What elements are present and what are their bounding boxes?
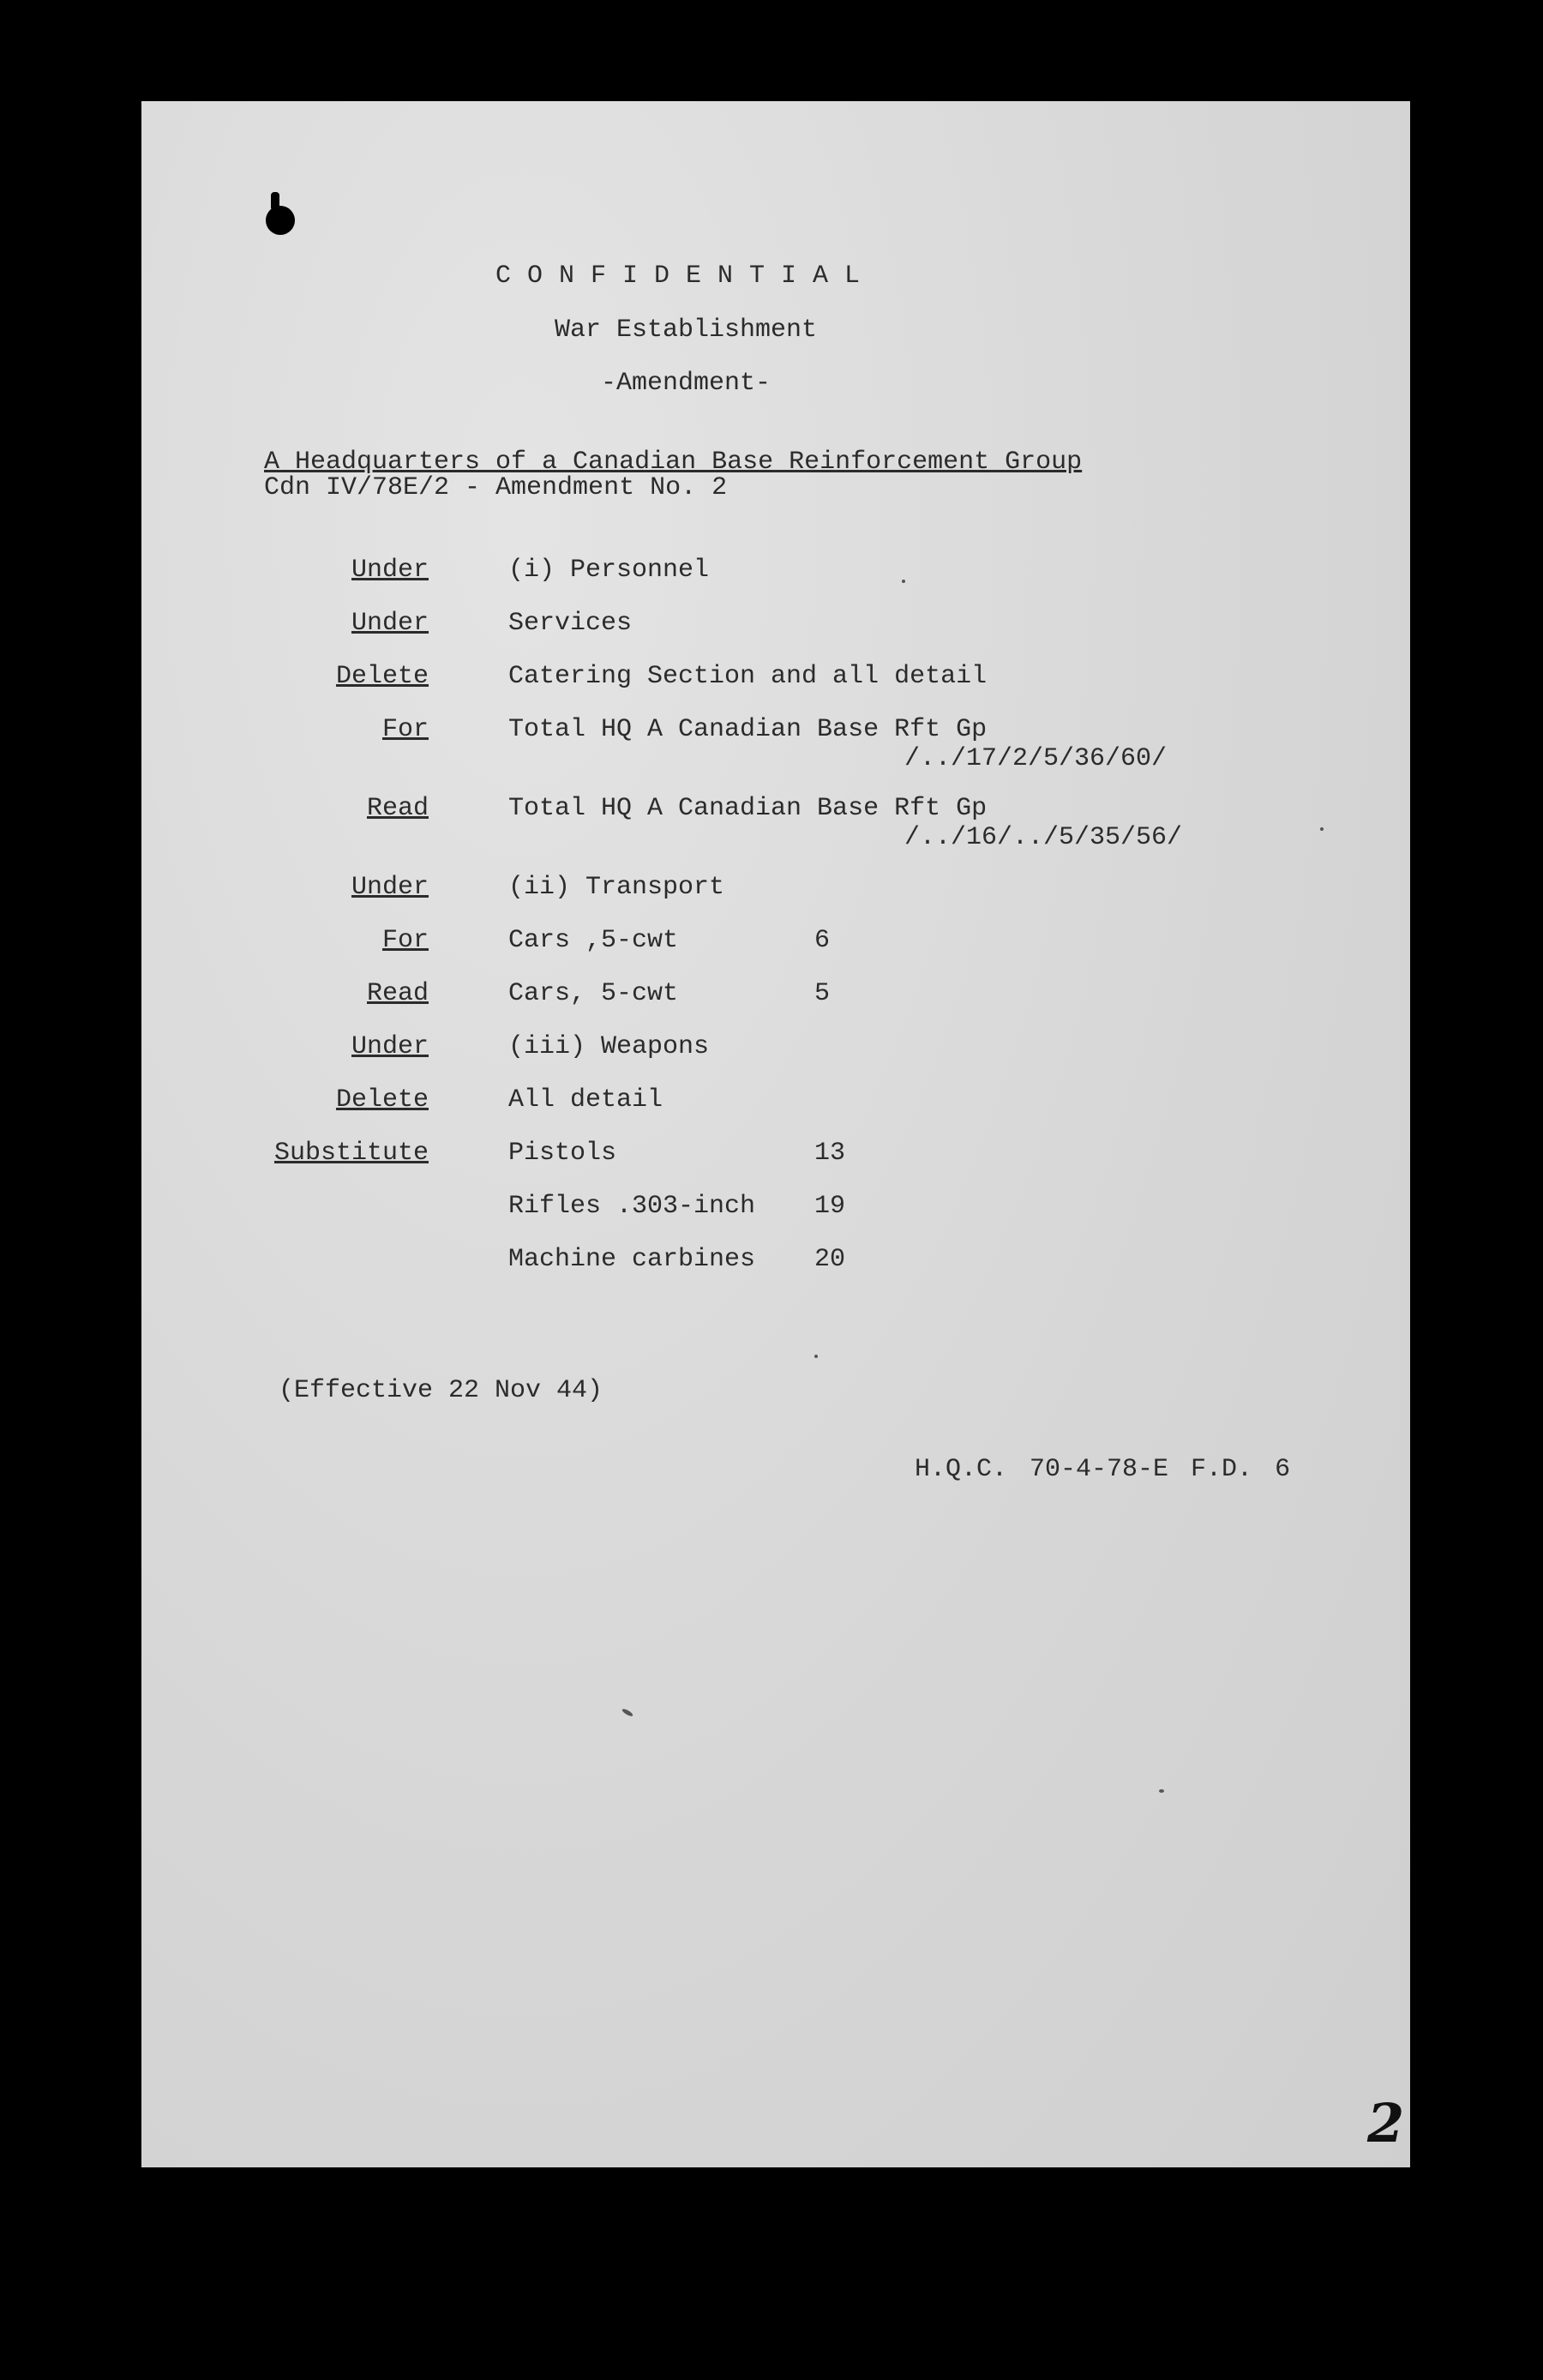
punch-hole	[266, 206, 295, 235]
document-subtitle: War Establishment	[554, 316, 818, 345]
amendment-label: -Amendment-	[600, 369, 772, 398]
row-label: Delete	[335, 662, 429, 691]
amendment-row	[0, 1139, 1543, 1176]
row-label: Under	[351, 609, 429, 638]
row-text: Cars, 5-cwt	[508, 979, 679, 1008]
row-quantity: 19	[814, 1192, 846, 1221]
row-quantity: 20	[814, 1245, 846, 1274]
row-text: Machine carbines	[508, 1245, 756, 1274]
row-label: Substitute	[273, 1139, 429, 1168]
row-text: (iii) Weapons	[508, 1032, 710, 1061]
row-label: Under	[351, 1032, 429, 1061]
amendment-row	[0, 715, 1543, 784]
row-quantity: 6	[814, 926, 831, 955]
row-quantity: 5	[814, 979, 831, 1008]
amendment-row	[0, 662, 1543, 700]
row-text: Services	[508, 609, 633, 638]
row-text: (ii) Transport	[508, 873, 725, 902]
amendment-row	[0, 609, 1543, 646]
row-text: Rifles .303-inch	[508, 1192, 756, 1221]
row-text: (i) Personnel	[508, 556, 710, 585]
row-text: Total HQ A Canadian Base Rft Gp	[508, 715, 988, 744]
handwritten-page-number: 2	[1367, 2092, 1405, 2155]
amendment-row	[0, 1192, 1543, 1229]
amendment-row	[0, 873, 1543, 911]
row-label: For	[381, 926, 429, 955]
row-continuation: /../17/2/5/36/60/	[904, 744, 1168, 773]
row-label: Under	[351, 873, 429, 902]
paper-speck	[902, 580, 905, 583]
row-label: Delete	[335, 1085, 429, 1115]
amendment-row	[0, 979, 1543, 1017]
row-text: All detail	[508, 1085, 663, 1115]
amendment-row	[0, 1245, 1543, 1283]
file-reference: H.Q.C. 70-4-78-E F.D. 6	[915, 1455, 1291, 1484]
amendment-row	[0, 926, 1543, 964]
row-label: Read	[366, 794, 429, 823]
paper-speck	[1320, 827, 1324, 831]
amendment-row	[0, 794, 1543, 862]
row-text: Cars ,5-cwt	[508, 926, 679, 955]
document-heading: A Headquarters of a Canadian Base Reinforcement Group	[264, 448, 1083, 477]
row-text: Pistols	[508, 1139, 617, 1168]
row-label: Read	[366, 979, 429, 1008]
row-continuation: /../16/../5/35/56/	[904, 823, 1183, 852]
effective-date: (Effective 22 Nov 44)	[279, 1376, 603, 1405]
row-text: Total HQ A Canadian Base Rft Gp	[508, 794, 988, 823]
row-label: Under	[351, 556, 429, 585]
document-sheet	[141, 101, 1410, 2167]
amendment-row	[0, 556, 1543, 593]
paper-speck	[814, 1355, 818, 1358]
row-text: Catering Section and all detail	[508, 662, 988, 691]
amendment-row	[0, 1085, 1543, 1123]
amendment-row	[0, 1032, 1543, 1070]
paper-speck	[1159, 1789, 1164, 1793]
confidential-header: CONFIDENTIAL	[495, 261, 877, 291]
row-quantity: 13	[814, 1139, 846, 1168]
row-label: For	[381, 715, 429, 744]
reference-line: Cdn IV/78E/2 - Amendment No. 2	[264, 473, 728, 502]
